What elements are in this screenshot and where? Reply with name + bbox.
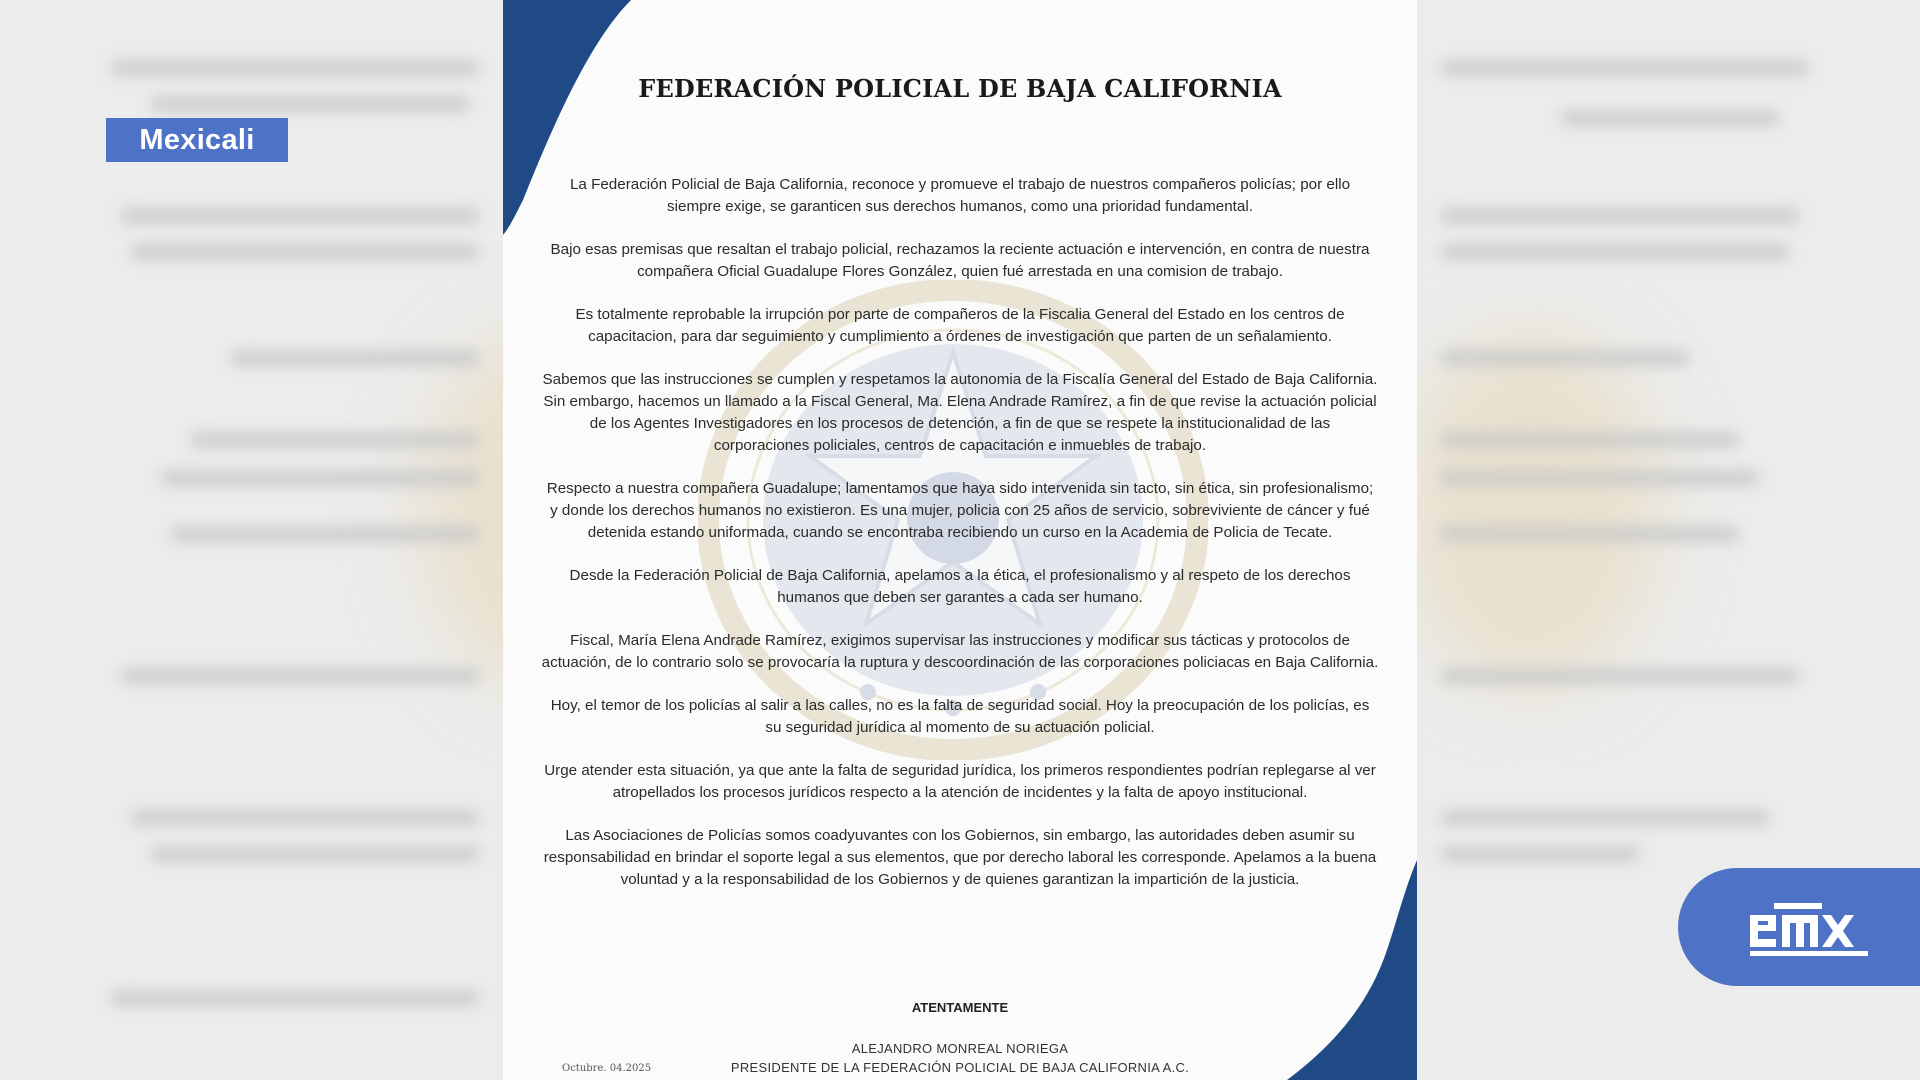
signer-title: PRESIDENTE DE LA FEDERACIÓN POLICIAL DE BAJA CALIFORNIA A.C. [730,1060,1190,1075]
paragraph: Desde la Federación Policial de Baja California, apelamos a la ética, el profesionalismo y al respeto de los derechos humanos que deben ser garantes a cada ser humano. [569,567,1351,606]
paragraph: Hoy, el temor de los policías al salir a las calles, no es la falta de seguridad social. Hoy la preocupación de los policías, es su seguridad jurídica al momento de su actuación policial. [550,697,1370,736]
section-tag[interactable]: Mexicali [106,118,288,162]
paragraph: Las Asociaciones de Policías somos coadyuvantes con los Gobiernos, sin embargo, las autoridades deben asumir su responsabilidad en brindar el soporte legal a sus elementos, que por derecho laboral les corresponde. Apelamos a la buena voluntad y a la responsabilidad de los Gobiernos y de quienes garantizan la impartición de la justicia. [543,827,1377,888]
emx-logo-icon [1746,895,1870,959]
letter-title: FEDERACIÓN POLICIAL DE BAJA CALIFORNIA [638,74,1282,103]
closing-salutation: ATENTAMENTE [911,1000,1009,1015]
paragraph: Es totalmente reprobable la irrupción por parte de compañeros de la Fiscalia General del Estado en los centros de capacitacion, para dar seguimiento y cumplimiento a órdenes de investigación que parten de un señalamiento. [575,306,1345,345]
letter-document [503,0,1417,1080]
paragraph: Bajo esas premisas que resaltan el trabajo policial, rechazamos la reciente actuación e intervención, en contra de nuestra compañera Oficial Guadalupe Flores González, quien fué arrestada en una comision de trabajo. [550,241,1370,280]
signer-name: ALEJANDRO MONREAL NORIEGA [851,1041,1069,1056]
letter-date: Octubre. 04.2025 [562,1063,652,1074]
paragraph: Respecto a nuestra compañera Guadalupe; lamentamos que haya sido intervenida sin tacto, sin ética, sin profesionalismo; y donde los derechos humanos no existieron. Es una mujer, policia con 25 años de servicio, sobreviviente de cáncer y fué detenida estando uniformada, cuando se encontraba recibiendo un curso en la Academia de Policia de Tecate. [546,480,1374,541]
emx-logo-badge[interactable] [1678,868,1920,986]
letter-body [541,174,1379,912]
paragraph: Fiscal, María Elena Andrade Ramírez, exigimos supervisar las instrucciones y modificar sus tácticas y protocolos de actuación, de lo contrario solo se provocaría la ruptura y descoordinación de las corporaciones policiacas en Baja California. [541,632,1379,671]
paragraph: Urge atender esta situación, ya que ante la falta de seguridad jurídica, los primeros respondientes podrían replegarse al ver atropellados los procesos jurídicos respecto a la atención de incidentes y la falta de apoyo institucional. [544,762,1376,801]
paragraph: La Federación Policial de Baja California, reconoce y promueve el trabajo de nuestros compañeros policías; por ello siempre exige, se garanticen sus derechos humanos, como una prioridad fundamental. [569,176,1351,215]
paragraph: Sabemos que las instrucciones se cumplen y respetamos la autonomia de la Fiscalía General del Estado de Baja California. Sin embargo, hacemos un llamado a la Fiscal General, Ma. Elena Andrade Ramírez, a fin de que revise la actuación policial de los Agentes Investigadores en los procesos de detención, a fin de que se respete la institucionalidad de las corporaciones policiales, centros de capacitación e inmuebles de trabajo. [542,371,1378,454]
